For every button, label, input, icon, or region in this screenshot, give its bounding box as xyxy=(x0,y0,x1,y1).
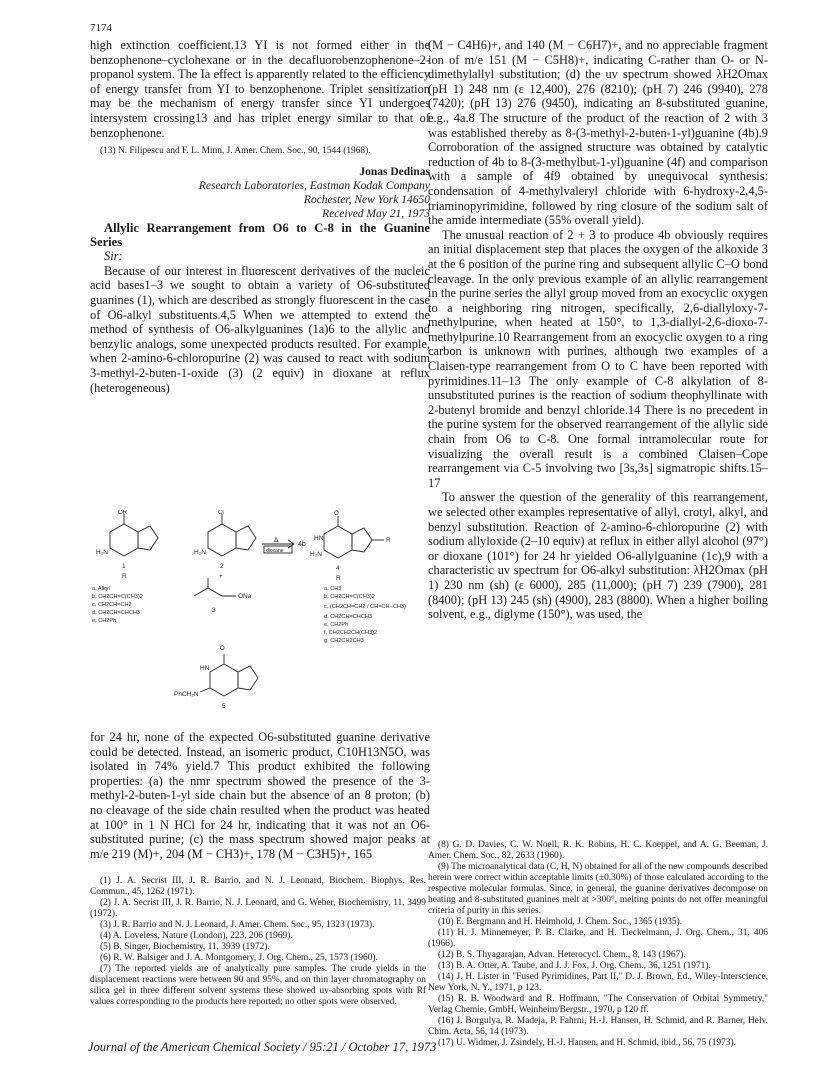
svg-text:f, CH2CH2CH(CH3)2: f, CH2CH2CH(CH3)2 xyxy=(324,630,378,636)
svg-text:H₂N: H₂N xyxy=(310,551,322,558)
svg-text:PhCH₂N: PhCH₂N xyxy=(174,691,199,698)
footnote: (2) J. A. Secrist III, J. R. Barrio, N. J. Leonard, and G. Weber, Biochemistry, 11, 3499 (1972). xyxy=(90,898,426,919)
r-label: R xyxy=(386,537,391,544)
footnote: (14) J. H. Lister in "Fused Pyrimidines, Part II," D. J. Brown, Ed., Wiley-Interscience, New York, N. Y., 1971, p 123. xyxy=(428,972,768,993)
footnote: (16) J. Borgulya, R. Madeja, P. Fahrni, H.-J. Hansen, H. Schmid, and R. Barner, Helv. Chim. Acta, 56, 14 (1973). xyxy=(428,1016,768,1037)
substituent-list-1 xyxy=(92,586,143,624)
paragraph: To answer the question of the generality of this rearrangement, we selected other examples representative of allyl, crotyl, alkyl, and benzyl substitution. Reaction of 2-amino-6-chloropurine (2) with sodium allyloxide (2–10 equiv) at reflux in either allyl alcohol (97°) or dioxane (101°) for 24 hr yielded O6-allylguanine (1c),9 with a characteristic uv spectrum for O6-alkyl substitution: λH2Omax (pH 1) 230 nm (sh) (ε 6000), 285 (11,000); (pH 7) 239 (7900), 281 (8400); (pH 13) 245 (sh) (4900), 283 (8800). When a higher boiling solvent, e.g., diglyme (150°), was used, the xyxy=(428,490,768,622)
arrow-heat: Δ xyxy=(274,537,279,544)
svg-text:b, CH2CH=C(CH3)2: b, CH2CH=C(CH3)2 xyxy=(92,594,143,600)
salutation: Sir: xyxy=(104,249,123,264)
received-date: Received May 21, 1973 xyxy=(322,208,430,221)
footnote: (4) A. Loveless, Nature (London), 223, 206 (1969). xyxy=(100,931,293,941)
affiliation-location: Rochester, New York 14650 xyxy=(303,194,430,207)
footnote: (8) G. D. Davies, C. W. Noell, R. K. Robins, H. C. Koeppel, and A. G. Beeman, J. Amer. Chem. Soc., 82, 2633 (1960). xyxy=(428,840,768,861)
svg-text:g, CH2CH2CH3: g, CH2CH2CH3 xyxy=(324,638,364,644)
structure-3-number: 3 xyxy=(212,607,216,614)
paragraph: The unusual reaction of 2 + 3 to produce 4b obviously requires an initial displacement step that places the oxygen of the alkoxide 3 at the 6 position of the purine ring and subsequent allylic C–O bond cleavage. In the only previous example of an allylic rearrangement in the purine series the allyl group moved from an exocyclic oxygen to a neighboring ring nitrogen, specifically, 2,6-diallyloxy-7-methylpurine, when heated at 150°, to 1,3-diallyl-2,6-dioxo-7-methylpurine.10 Rearrangement from an exocyclic oxygen to a ring carbon is unknown with purines, although two examples of a Claisen-type rearrangement from O to C have been reported with pyrimidines.11–13 The only example of C-8 alkylation of 8-unsubstituted purines is the reaction of sodium theophyllinate with 2-butenyl bromide and benzyl chloride.14 There is no precedent in the purine system for the observed rearrangement of the allylic side chain from O6 to C-8. One formal intramolecular route for visualizing the overall result is a combined Claisen–Cope rearrangement via C-5 involving two [3s,3s] sigmatropic shifts.15–17 xyxy=(428,227,768,490)
svg-text:H₂N: H₂N xyxy=(194,549,206,556)
footnote: (7) The reported yields are of analytically pure samples. The crude yields in the displacement reactions were between 90 and 95%, and on thin layer chromatography on silica gel in three different solvent systems these showed uv-absorbing spots with Rf values corresponding to the products here reported; no other spots were observed. xyxy=(90,964,426,1007)
structure-1-imidazole xyxy=(138,526,158,550)
structure-4-r: R xyxy=(336,575,341,582)
footnote: (15) R. B. Woodward and R. Hoffmann, "The Conservation of Orbital Symmetry," Verlag Chemie, GmbH, Weinheim/Bergstr., 1970, p 120 ff. xyxy=(428,994,768,1015)
signature-block xyxy=(90,165,430,221)
left-footnotes xyxy=(90,876,426,1008)
svg-text:d, CH2CH=CHCH3: d, CH2CH=CHCH3 xyxy=(92,610,141,616)
paragraph: Because of our interest in fluorescent derivatives of the nucleic acid bases1–3 we sought to obtain a variety of O6-substituted guanines (1), which are described as strongly fluorescent in the case of O6-alkyl substituents.4,5 When we attempted to extend the method of synthesis of O6-alkylguanines (1a)6 to the allylic and benzylic analogs, some unexpected products resulted. For example, when 2-amino-6-chloropurine (2) was caused to react with sodium 3-methyl-2-buten-1-oxide (3) (2 equiv) in dioxane at reflux (heterogeneous) xyxy=(90,263,430,395)
svg-text:a, Alkyl: a, Alkyl xyxy=(92,586,110,592)
svg-text:O: O xyxy=(334,511,339,517)
footnote: (5) B. Singer, Biochemistry, 11, 3939 (1972). xyxy=(100,942,270,952)
affiliation: Research Laboratories, Eastman Kodak Company xyxy=(198,180,430,193)
svg-text:b, CH2CH=C(CH3)2: b, CH2CH=C(CH3)2 xyxy=(324,594,375,600)
footnote: (1) J. A. Secrist III, J. R. Barrio, and N. J. Leonard, Biochem. Biophys. Res. Commun., 45, 1262 (1971). xyxy=(90,876,426,897)
substituent-list-4 xyxy=(324,586,406,644)
footnote: (3) J. R. Barrio and N. J. Leonard, J. Amer. Chem. Soc., 95, 1323 (1973). xyxy=(100,920,375,930)
svg-text:O: O xyxy=(220,646,225,652)
arrow-solvent: dioxane xyxy=(266,548,284,554)
journal-footer: Journal of the American Chemical Society / 95:21 / October 17, 1973 xyxy=(88,1040,437,1054)
right-column xyxy=(428,38,768,622)
structure-5-number: 5 xyxy=(222,703,226,710)
ona-label: ONa xyxy=(238,593,252,600)
svg-text:e, CH2Ph: e, CH2Ph xyxy=(92,618,117,624)
arrow-target: 4b xyxy=(298,541,306,548)
footnote: (11) H. J. Minnemeyer, P. B. Clarke, and H. Tieckelmann, J. Org. Chem., 31, 406 (1966). xyxy=(428,928,768,949)
footnote: (12) B. S. Thyagarajan, Advan. Heterocycl. Chem., 8, 143 (1967). xyxy=(438,950,686,960)
svg-text:OR: OR xyxy=(118,510,127,516)
footnote: (13) B. A. Otter, A. Taube, and J. J. Fox, J. Org. Chem., 36, 1251 (1971). xyxy=(438,961,711,971)
footnote: (9) The microanalytical data (C, H, N) obtained for all of the new compounds described herein were correct within acceptable limits (±0.30%) of those calculated according to the respective molecular formulas. Since, in general, the guanine derivatives decompose on heating and 8-substituted guanines melt at >300°, melting points do not offer meaningful criteria of purity in this series. xyxy=(428,862,768,916)
paragraph: high extinction coefficient.13 YI is not formed either in the benzophenone–cyclohexane or in the decafluorobenzophenone–2-propanol system. The Ia effect is apparently related to the efficiency of energy transfer from YI to benzophenone. Triplet sensitization may be the mechanism of energy transfer since YI undergoes intersystem crossing13 and has triplet energy similar to that of benzophenone. xyxy=(90,38,430,140)
left-column-continued xyxy=(90,730,430,861)
right-footnotes xyxy=(428,840,768,1049)
reaction-scheme xyxy=(88,510,418,728)
svg-text:c, (CH2CH=CH2 / CH=CH−CH3): c, (CH2CH=CH2 / CH=CH−CH3) xyxy=(324,604,406,610)
footnote-13: (13) N. Filipescu and F. L. Minn, J. Amer. Chem. Soc., 90, 1544 (1968). xyxy=(100,146,371,157)
structure-1-number: 1 xyxy=(122,563,126,570)
footnote: (6) R. W. Balsiger and J. A. Montgomery, J. Org. Chem., 25, 1573 (1960). xyxy=(100,953,378,963)
paragraph: (M − C4H6)+, and 140 (M − C6H7)+, and no appreciable fragment ion of m/e 151 (M − C5H8)+, indicating C-rather than O- or N-dimethylallyl substitution; (d) the uv spectrum showed λH2Omax (pH 1) 248 nm (ε 12,400), 276 (8210); (pH 7) 246 (9940), 278 (7420); (pH 13) 276 (9450), indicating an 8-substituted guanine, e.g., 4a.8 The structure of the product of the reaction of 2 with 3 was established thereby as 8-(3-methyl-2-buten-1-yl)guanine (4b).9 Corroboration of the assigned structure was obtained by catalytic reduction of 4b to 8-(3-methylbut-1-yl)guanine (4f) and comparison with a sample of 4f9 obtained by unequivocal synthesis: condensation of 4-methylvaleryl chloride with 6-hydroxy-2,4,5-triaminopyrimidine, followed by ring closure of the sodium salt of the amide intermediate (55% overall yield). xyxy=(428,38,768,228)
footnote: (10) E. Bergmann and H. Heimhold, J. Chem. Soc., 1365 (1935). xyxy=(438,917,683,927)
svg-text:c, CH2CH=CH2: c, CH2CH=CH2 xyxy=(92,602,132,608)
svg-text:HN: HN xyxy=(314,535,324,542)
svg-text:d, CH2CH=CHCH3: d, CH2CH=CHCH3 xyxy=(324,614,373,620)
article-title: Allylic Rearrangement from O6 to C-8 in the Guanine Series xyxy=(90,221,430,250)
page-number: 7174 xyxy=(90,22,112,34)
structure-1-r: R xyxy=(122,573,127,580)
svg-text:e, CH2Ph: e, CH2Ph xyxy=(324,622,349,628)
svg-text:HN: HN xyxy=(200,665,210,672)
author-name: Jonas Dedinas xyxy=(359,166,430,179)
structure-2-number: 2 xyxy=(220,563,224,570)
plus-sign: + xyxy=(219,573,223,580)
paragraph: for 24 hr, none of the expected O6-substituted guanine derivative could be detected. Instead, an isomeric product, C10H13N5O, was isolated in 74% yield.7 This product exhibited the following properties: (a) the nmr spectrum showed the presence of the 3-methyl-2-buten-1-yl side chain but the absence of an 8 proton; (b) no cleavage of the side chain resulted when the product was heated at 100° in 1 N HCl for 24 hr, indicating that it was not an O6-substituted purine; (c) the mass spectrum showed major peaks at m/e 219 (M)+, 204 (M − CH3)+, 178 (M − C3H5)+, 165 xyxy=(90,730,430,861)
structure-4-number: 4 xyxy=(336,565,340,572)
left-column xyxy=(90,38,430,395)
footnote xyxy=(90,146,430,157)
svg-text:H₂N: H₂N xyxy=(96,549,108,556)
footnote: (17) U. Widmer, J. Zsindely, H.-J. Hansen, and H. Schmid, ibid., 56, 75 (1973). xyxy=(438,1038,736,1048)
svg-text:a, CH3: a, CH3 xyxy=(324,586,342,592)
svg-text:Cl: Cl xyxy=(218,510,224,516)
structure-1-ring xyxy=(110,524,138,556)
